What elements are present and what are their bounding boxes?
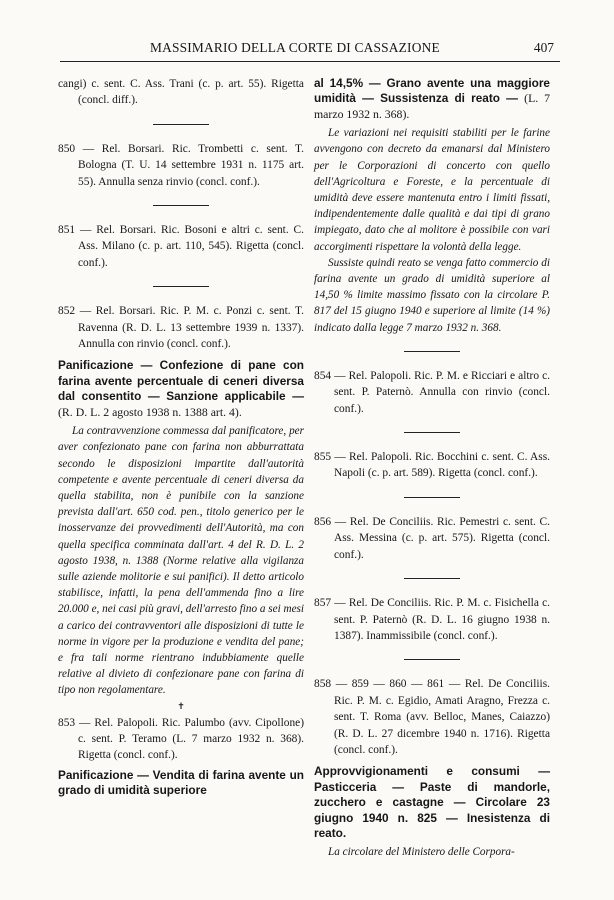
page-number: 407 (533, 40, 554, 55)
heading-bold-text: al 14,5% — Grano avente una maggiore umidità — Sussistenza di reato — (314, 76, 550, 106)
separator (404, 351, 460, 352)
left-column (58, 76, 304, 799)
page-header (60, 40, 560, 62)
dagger-mark: ✝ (177, 700, 185, 711)
entry-continued: cangi) c. sent. C. Ass. Trani (c. p. art. 55). Rigetta (concl. diff.). (58, 78, 304, 107)
entry-851: 851 — Rel. Borsari. Ric. Bosoni e altri c. sent. C. Ass. Milano (c. p. art. 110, 545). Rigetta (concl. conf.). (58, 224, 304, 269)
entry-850: 850 — Rel. Borsari. Ric. Trombetti c. sent. T. Bologna (T. U. 14 settembre 1931 n. 1175 art. 55). Annulla senza rinvio (concl. conf.). (58, 142, 304, 188)
right-column (314, 76, 550, 861)
running-title: MASSIMARIO DELLA CORTE DI CASSAZIONE (150, 40, 440, 55)
separator (153, 286, 209, 287)
separator (404, 659, 460, 660)
section-heading-panificazione-2-continued (314, 76, 550, 122)
heading-bold-text: Panificazione — Confezione di pane con farina avente percentuale di ceneri diversa dal consentito — Sanzione applicabile — (58, 358, 304, 404)
entry-856: 856 — Rel. De Conciliis. Ric. Pemestri c. sent. C. Ass. Messina (c. p. art. 575). Rigetta (concl. conf.). (314, 515, 550, 561)
separator (404, 497, 460, 498)
separator (153, 124, 209, 125)
massima-paragraph: La circolare del Ministero delle Corpora- (328, 846, 515, 859)
section-heading-panificazione-1 (58, 358, 304, 420)
entry-855: 855 — Rel. Palopoli. Ric. Bocchini c. sent. C. Ass. Napoli (c. p. art. 589). Rigetta (concl. conf.). (314, 451, 550, 480)
entry-857: 857 — Rel. De Conciliis. Ric. P. M. c. Fisichella c. sent. P. Paternò (R. D. L. 16 giugno 1938 n. 1387). Inammissibile (concl. conf.). (314, 597, 550, 642)
header-rule (60, 61, 560, 62)
entry-853: 853 — Rel. Palopoli. Ric. Palumbo (avv. Cipollone) c. sent. P. Teramo (L. 7 marzo 1932 n. 368). Rigetta (concl. conf.). (58, 716, 304, 762)
separator (153, 205, 209, 206)
section-heading-panificazione-2: Panificazione — Vendita di farina avente un grado di umidità superiore (58, 767, 304, 798)
massima-paragraph: La contravvenzione commessa dal panificatore, per aver confezionato pane con farina non abburrattata secondo le disposizioni impartite dall'autorità competente e avente percentuale di ceneri diversa da quella stabilita, non è punibile con la sanzione prevista dall'art. 650 cod. pen., titolo generico per le inosservanze dei provvedimenti dell'Autorità, ma con quella specifica comminata dall'art. 4 del R. D. L. 2 agosto 1938, n. 1388 (Norme relative alla vigilanza sulle aziende molitorie e sui panifici). Il detto articolo stabilisce, infatti, la pena dell'ammenda fino a lire 20.000 e, nei casi più gravi, dell'arresto fino a sei mesi a carico dei contravventori alle disposizioni di tutte le norme in vigore per la produzione e vendita del pane; e fra tali norme rientrano indubbiamente quelle relative al divieto di confezionare pane con farina di tipo non regolamentare. (58, 425, 304, 697)
entry-858-861: 858 — 859 — 860 — 861 — Rel. De Conciliis. Ric. P. M. c. Egidio, Amati Aragno, Frezza c. sent. T. Roma (avv. Belloc, Manes, Caiazzo) (R. D. L. 27 dicembre 1940 n. 1716). Rigetta (concl. conf.). (314, 678, 550, 756)
separator (404, 432, 460, 433)
massima-paragraph: Le variazioni nei requisiti stabiliti per le farine avvengono con decreto da emanarsi dal Ministero per le Corporazioni di concerto con quello dell'Agricoltura e Foreste, e la percentuale di umidità deve essere mantenuta entro i limiti fissati, indipendentemente dalle qualità e dai tipi di grano impiegato, dato che al molitore è possibile con vari accorgimenti rispettare la volontà della legge. (314, 127, 550, 253)
entry-852: 852 — Rel. Borsari. Ric. P. M. c. Ponzi c. sent. T. Ravenna (R. D. L. 13 settembre 1939 n. 1337). Annulla con rinvio (concl. conf.). (58, 305, 304, 351)
heading-law-reference: (R. D. L. 2 agosto 1938 n. 1388 art. 4). (58, 404, 242, 419)
separator (404, 578, 460, 579)
massima-paragraph: Sussiste quindi reato se venga fatto commercio di farina avente un grado di umidità superiore al 14,50 % limite massimo fissato con la circolare P. 817 del 15 giugno 1940 e superiore al limite (14 %) indicato dalla legge 7 marzo 1932 n. 368. (314, 256, 550, 334)
heading-law-reference: (L. 7 marzo 1932 n. 368). (314, 91, 550, 121)
entry-854: 854 — Rel. Palopoli. Ric. P. M. e Ricciari e altro c. sent. P. Paternò. Annulla con rinvio (concl. conf.). (314, 369, 550, 415)
section-heading-approvvigionamenti: Approvvigionamenti e consumi — Pasticceria — Paste di mandorle, zucchero e castagne — Circolare 23 giugno 1940 n. 825 — Inesistenza di reato. (314, 764, 550, 840)
